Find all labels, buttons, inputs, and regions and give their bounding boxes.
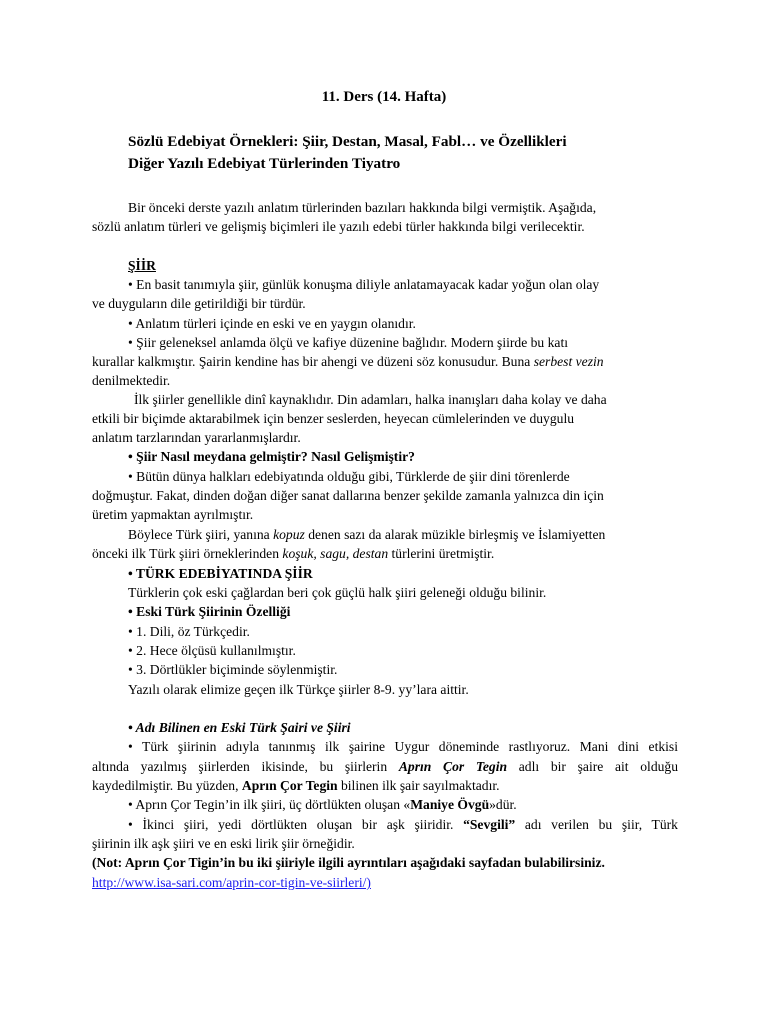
document-subtitle-line-2: Diğer Yazılı Edebiyat Türlerinden Tiyatro <box>128 155 401 172</box>
list-item: • 1. Dili, öz Türkçedir. <box>128 624 250 639</box>
siir-question-heading: • Şiir Nasıl meydana gelmiştir? Nasıl Gelişmiştir? <box>128 449 415 464</box>
turk-edebiyati-heading: • TÜRK EDEBİYATINDA ŞİİR <box>128 566 313 581</box>
siir-text-line <box>128 525 605 544</box>
poet-text-span: adlı bir şaire ait olduğu <box>507 759 679 774</box>
reference-link-line <box>92 873 371 892</box>
eski-turk-siiri-heading: • Eski Türk Şiirinin Özelliği <box>128 604 291 619</box>
poet-text-span: • İkinci şiiri, yedi dörtlükten oluşan bir aşk şiiridir. <box>128 817 464 832</box>
siir-text-line <box>92 544 494 563</box>
poem-types-term: koşuk, sagu, destan <box>282 546 389 561</box>
siir-text-span: kurallar kalkmıştır. Şairin kendine has bir ahengi ve düzeni söz konusudur. Buna <box>92 354 534 369</box>
siir-text-line: etkili bir biçimde aktarabilmek için benzer seslerden, heyecan cümlelerinden ve duygulu <box>92 411 575 426</box>
siir-text-line: doğmuştur. Fakat, dinden doğan diğer sanat dallarına benzer şekilde zamanla yalnızca din için <box>92 488 604 503</box>
siir-text-span: önceki ilk Türk şiiri örneklerinden <box>92 546 283 561</box>
reference-link[interactable]: http://www.isa-sari.com/aprin-cor-tigin-ve-siirleri/) <box>92 875 371 890</box>
poet-text-span: bilinen ilk şair sayılmaktadır. <box>337 778 500 793</box>
list-item: • 3. Dörtlükler biçiminde söylenmiştir. <box>128 662 338 677</box>
siir-text-line: anlatım tarzlarından yararlanmışlardır. <box>92 430 301 445</box>
poet-text-line <box>128 815 678 834</box>
poem-title: “Sevgili” <box>463 817 516 832</box>
poet-text-span: »dür. <box>489 797 517 812</box>
siir-heading: ŞİİR <box>128 258 156 273</box>
note-text: (Not: Aprın Çor Tigin’in bu iki şiiriyle ilgili ayrıntıları aşağıdaki sayfadan bulabilirsiniz. <box>92 855 605 870</box>
poet-text-span: kaydedilmiştir. Bu yüzden, <box>92 778 242 793</box>
poet-text-line <box>92 776 500 795</box>
kopuz-term: kopuz <box>273 527 305 542</box>
siir-text-line: ve duyguların dile getirildiği bir türdür. <box>92 296 306 311</box>
siir-text-line: • Şiir geleneksel anlamda ölçü ve kafiye düzenine bağlıdır. Modern şiirde bu katı <box>128 335 569 350</box>
siir-text-span: türlerini üretmiştir. <box>388 546 495 561</box>
document-subtitle-line-1: Sözlü Edebiyat Örnekleri: Şiir, Destan, Masal, Fabl… ve Özellikleri <box>128 133 567 150</box>
siir-text-span: denen sazı da alarak müzikle birleşmiş ve İslamiyetten <box>304 527 606 542</box>
siir-text-line: üretim yapmaktan ayrılmıştır. <box>92 507 254 522</box>
poet-text-span: altında yazılmış şiirlerden ikisinde, bu şiirlerin <box>92 759 399 774</box>
serbest-vezin-term: serbest vezin <box>533 354 604 369</box>
poet-text-line <box>128 795 517 814</box>
lesson-title: 11. Ders (14. Hafta) <box>321 89 447 105</box>
siir-text-line <box>92 352 604 371</box>
poet-name: Aprın Çor Tegin <box>398 759 508 774</box>
poet-text-line: şiirinin ilk aşk şiiri ve en eski lirik şiir örneğidir. <box>92 836 355 851</box>
poet-text-span: • Aprın Çor Tegin’in ilk şiiri, üç dörtlükten oluşan « <box>128 797 411 812</box>
siir-text-line: İlk şiirler genellikle dinî kaynaklıdır. Din adamları, halka inanışları daha kolay ve daha <box>134 392 607 407</box>
siir-text-line: • Anlatım türleri içinde en eski ve en yaygın olanıdır. <box>128 316 416 331</box>
siir-text-span: Böylece Türk şiiri, yanına <box>128 527 274 542</box>
turk-text-line: Yazılı olarak elimize geçen ilk Türkçe şiirler 8-9. yy’lara aittir. <box>128 682 469 697</box>
siir-text-line: denilmektedir. <box>92 373 171 388</box>
siir-text-line: • En basit tanımıyla şiir, günlük konuşma diliyle anlatamayacak kadar yoğun olan olay <box>128 277 600 292</box>
intro-paragraph-line: sözlü anlatım türleri ve gelişmiş biçimleri ile yazılı edebi türler hakkında bilgi verilecektir. <box>92 219 585 234</box>
list-item: • 2. Hece ölçüsü kullanılmıştır. <box>128 643 296 658</box>
poet-text-line <box>92 757 678 776</box>
poet-text-line: • Türk şiirinin adıyla tanınmış ilk şairine Uygur döneminde rastlıyoruz. Mani dini etkisi <box>128 739 678 754</box>
oldest-poet-heading: • Adı Bilinen en Eski Türk Şairi ve Şiiri <box>128 720 351 735</box>
poet-text-span: adı verilen bu şiir, Türk <box>515 817 678 832</box>
siir-text-line: • Bütün dünya halkları edebiyatında olduğu gibi, Türklerde de şiir dini törenlerde <box>128 469 570 484</box>
poem-title: Maniye Övgü <box>410 797 490 812</box>
intro-paragraph-line: Bir önceki derste yazılı anlatım türlerinden bazıları hakkında bilgi vermiştik. Aşağıda, <box>128 200 597 215</box>
turk-text-line: Türklerin çok eski çağlardan beri çok güçlü halk şiiri geleneği olduğu bilinir. <box>128 585 547 600</box>
poet-name: Aprın Çor Tegin <box>241 778 338 793</box>
